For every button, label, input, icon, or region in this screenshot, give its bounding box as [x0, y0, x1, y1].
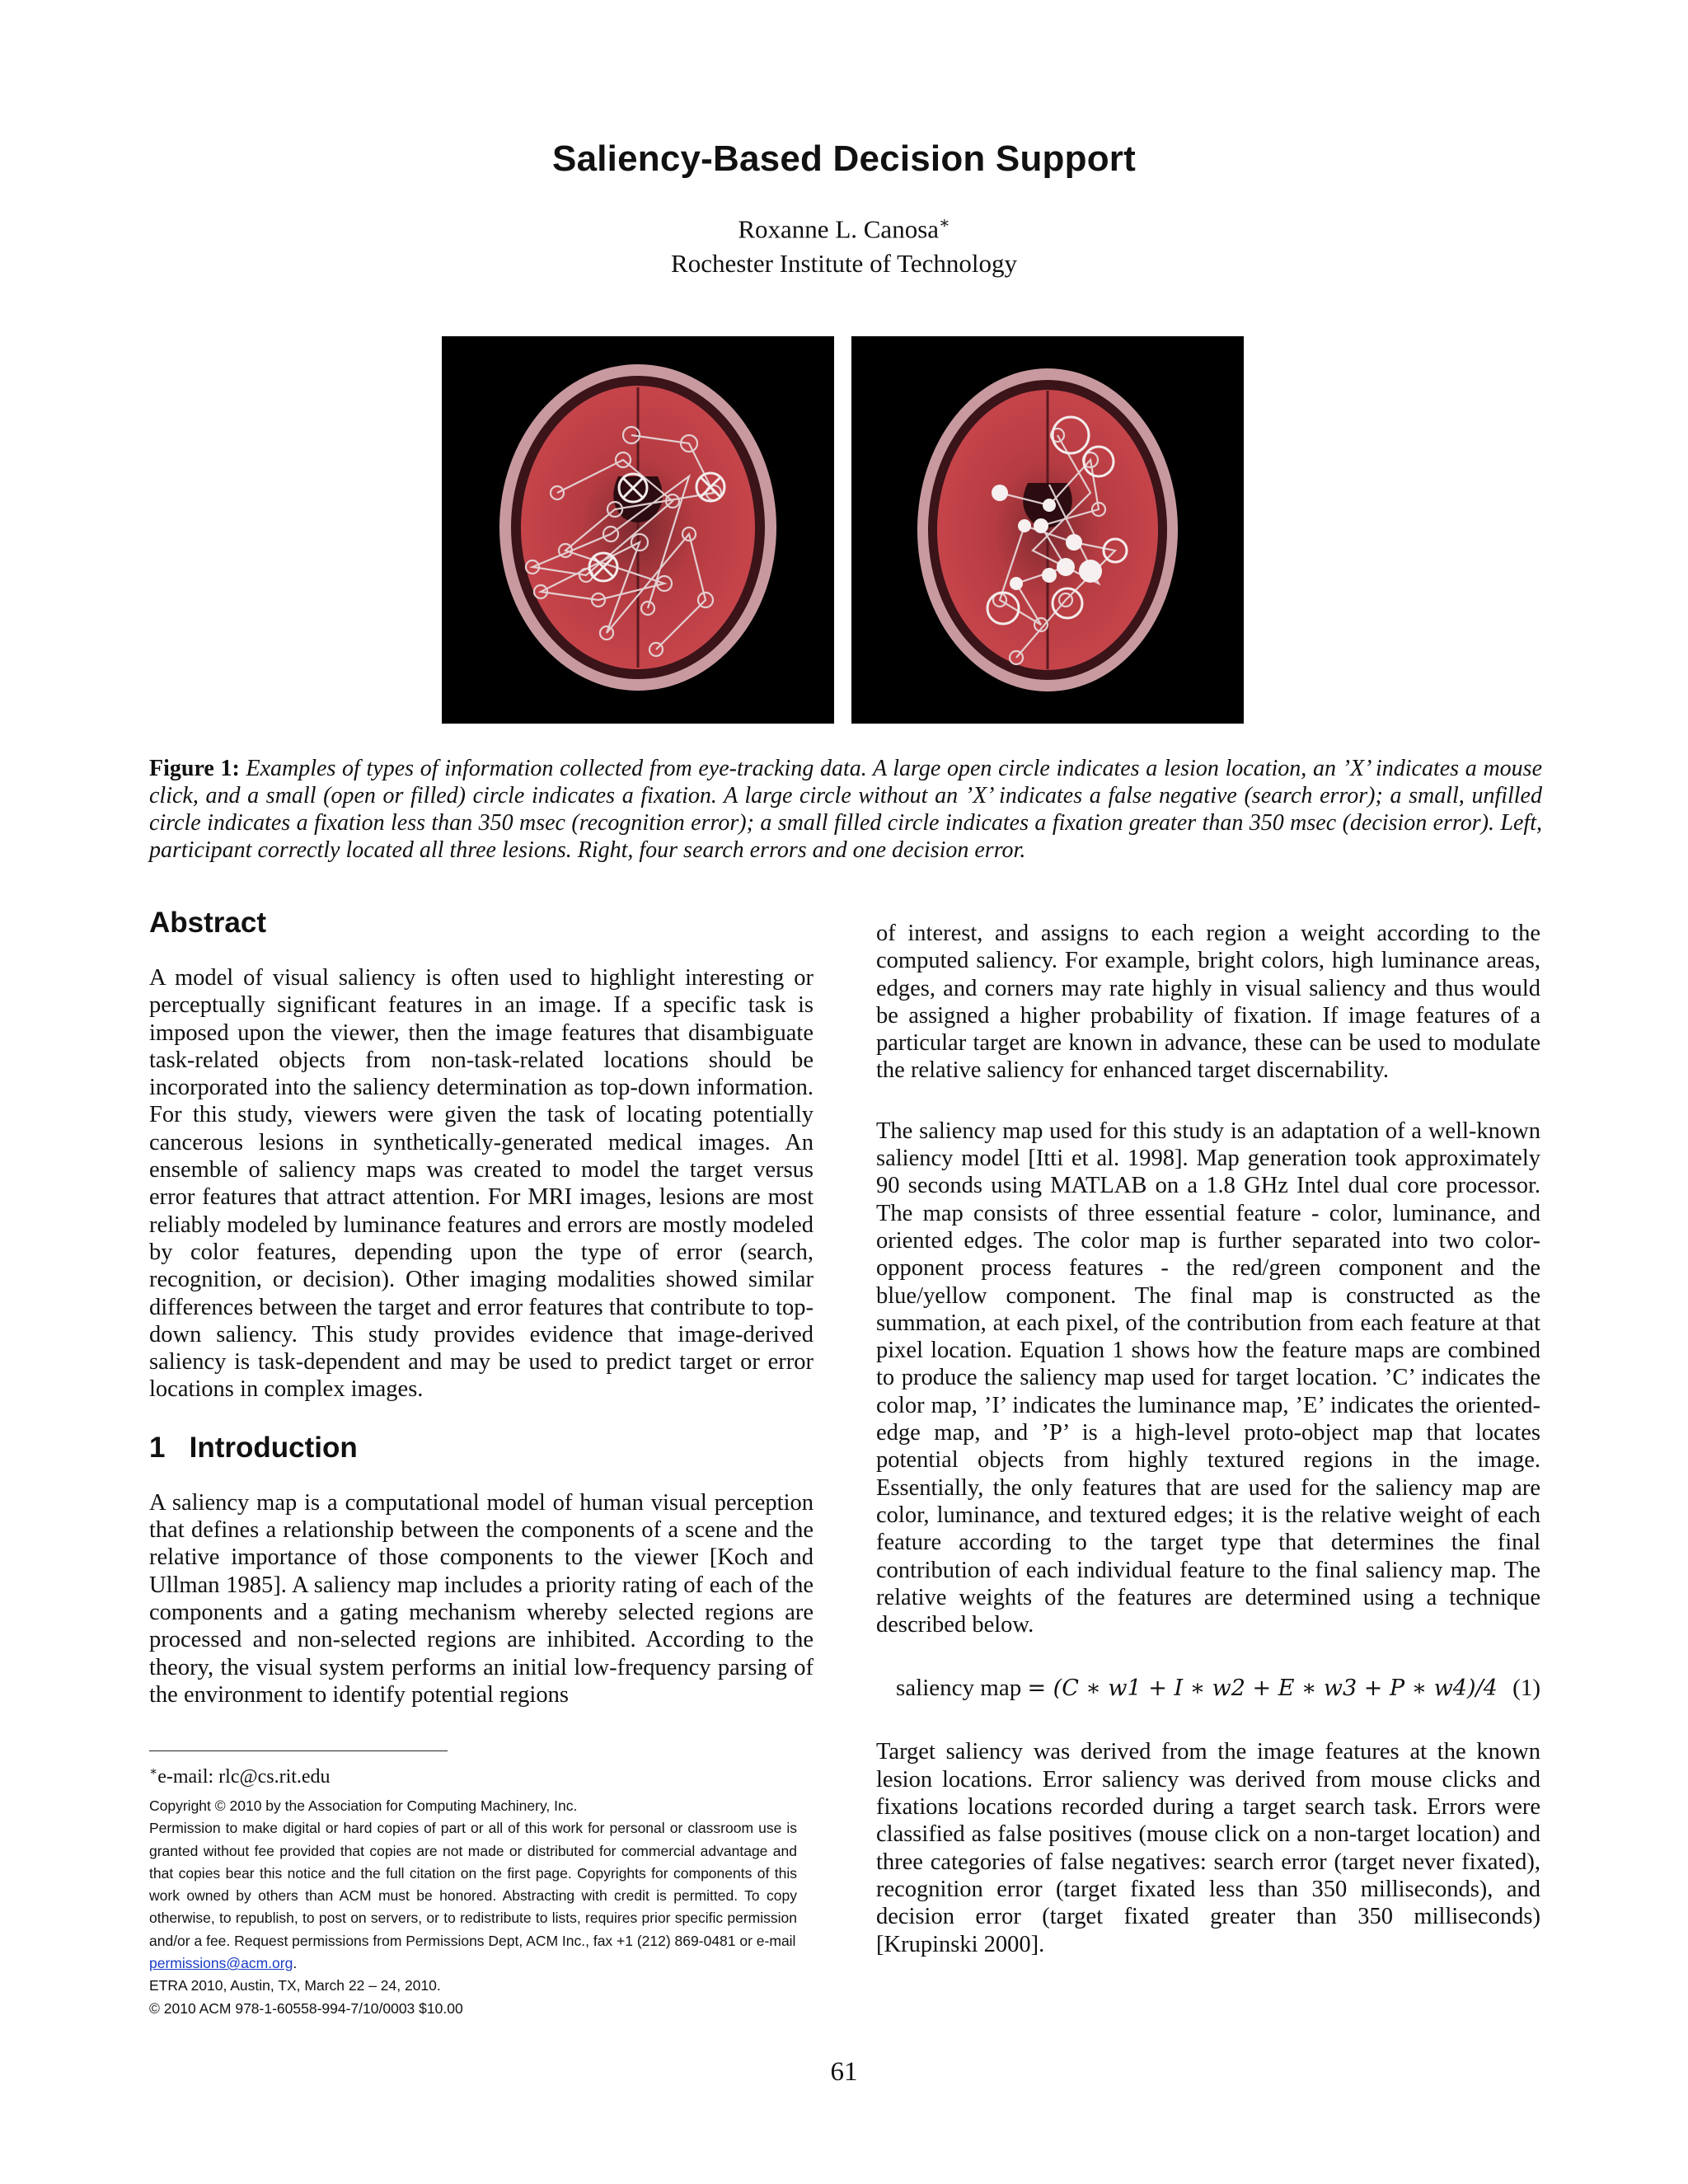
- abstract-text: A model of visual saliency is often used to highlight interesting or perceptually significant features in an image. If a specific task is imposed upon the viewer, then the image features that disambiguate task-related objects from non-task-related locations should be incorporated into the saliency determination as top-down information. For this study, viewers were given the task of locating potentially cancerous lesions in synthetically-generated medical images. An ensemble of saliency maps was created to model the target versus error features that attract attention. For MRI images, lesions are most reliably modeled by luminance features and errors are mostly modeled by color features, depending upon the type of error (search, recognition, or decision). Other imaging modalities showed similar differences between the target and error features that contribute to top-down saliency. This study provides evidence that image-derived saliency is task-dependent and may be used to predict target or error locations in complex images.: [149, 965, 814, 1403]
- right-paragraph-1: of interest, and assigns to each region a weight according to the computed saliency. For example, bright colors, high luminance areas, edges, and corners may rate highly in visual saliency and thus would be assigned a higher probability of fixation. If image features of a particular target are known in advance, these can be used to modulate the relative saliency for enhanced target discernability.: [876, 921, 1540, 1084]
- equation-label: saliency map: [896, 1675, 1022, 1702]
- author-footnote: [149, 1760, 331, 1789]
- paper-title: Saliency-Based Decision Support: [552, 138, 1136, 179]
- author-footnote-marker: ∗: [939, 214, 950, 232]
- page-number: 61: [830, 2057, 858, 2087]
- author-name: Roxanne L. Canosa∗: [738, 214, 950, 244]
- abstract-heading: Abstract: [149, 907, 266, 939]
- equation-number: (1): [1512, 1675, 1540, 1702]
- copyright-notice: [149, 1795, 797, 2020]
- right-paragraph-2: The saliency map used for this study is an adaptation of a well-known saliency model [Itti et al. 1998]. Map generation took approximately 90 seconds using MATLAB on a 1.8 GHz Intel dual core processor. The map consists of three essential feature - color, luminance, and oriented edges. The color map is further separated into two color-opponent process features - the red/green component and the blue/yellow component. The final map is constructed as the summation, at each pixel, of the contribution from each feature at that pixel location. Equation 1 shows how the feature maps are combined to produce the saliency map used for target location. ’C’ indicates the color map, ’I’ indicates the luminance map, ’E’ indicates the oriented-edge map, and ’P’ is a high-level proto-object map that locates potential objects from highly textured regions in the image. Essentially, the only features that are used for the saliency map are color, luminance, and textured edges; it is the relative weight of each feature according to the target type that determines the final contribution of each individual feature to the final saliency map. The relative weights of the features are determined using a technique described below.: [876, 1118, 1540, 1638]
- footnote-text: e-mail: rlc@cs.rit.edu: [157, 1766, 331, 1788]
- figure-caption-text: Examples of types of information collected from eye-tracking data. A large open circle indicates a lesion location, an ’X’ indicates a mouse click, and a small (open or filled) circle indicates a fixation. A large circle without an ’X’ indicates a false negative (search error); a small, unfilled circle indicates a fixation less than 350 msec (recognition error); a small filled circle indicates a fixation greater than 350 msec (decision error). Left, participant correctly located all three lesions. Right, four search errors and one decision error.: [149, 756, 1542, 863]
- isbn-line: © 2010 ACM 978-1-60558-994-7/10/0003 $10.00: [149, 1999, 463, 2017]
- equation-body: = (C ∗ w1 + I ∗ w2 + E ∗ w3 + P ∗ w4)/4: [1027, 1675, 1498, 1702]
- figure-1-caption: [149, 755, 1542, 864]
- footnote-marker: ∗: [149, 1765, 158, 1779]
- copyright-line: Copyright © 2010 by the Association for Computing Machinery, Inc.: [149, 1797, 578, 1814]
- brain-mri-left-drawing: [442, 336, 834, 724]
- introduction-heading: 1 Introduction: [149, 1431, 358, 1464]
- permissions-email-link[interactable]: permissions@acm.org: [149, 1955, 293, 1972]
- left-column: [149, 907, 814, 1733]
- right-paragraph-3: Target saliency was derived from the image features at the known lesion locations. Error saliency was derived from mouse clicks and fixations locations recorded during a target search task. Errors were classified as false positives (mouse click on a non-target location) and three categories of false negatives: search error (target never fixated), recognition error (target fixated less than 350 milliseconds), and decision error (target fixated greater than 350 milliseconds) [Krupinski 2000].: [876, 1739, 1540, 1957]
- conference-venue: ETRA 2010, Austin, TX, March 22 – 24, 2010.: [149, 1977, 441, 1994]
- equation-1: [896, 1671, 1540, 1705]
- introduction-text: A saliency map is a computational model of human visual perception that defines a relationship between the components of a scene and the relative importance of those components to the viewer [Koch and Ullman 1985]. A saliency map includes a priority rating of each of the components and a gating mechanism whereby selected regions are processed and non-selected regions are inhibited. According to the theory, the visual system performs an initial low-frequency parsing of the environment to identify potential regions: [149, 1489, 814, 1708]
- brain-mri-right-drawing: [851, 336, 1244, 724]
- footnote-rule: [149, 1750, 448, 1751]
- copyright-permission-text: Permission to make digital or hard copies of part or all of this work for personal or classroom use is granted without fee provided that copies are not made or distributed for commercial advantage and that copies bear this notice and the full citation on the first page. Copyrights for components of this work owned by others than ACM must be honored. Abstracting with credit is permitted. To copy otherwise, to republish, to post on servers, or to redistribute to lists, requires prior specific permission and/or a fee. Request permissions from Permissions Dept, ACM Inc., fax +1 (212) 869-0481 or e-mail permissions@acm.org.: [149, 1820, 797, 1972]
- right-column: [876, 920, 1540, 1983]
- figure-1: [442, 336, 1246, 724]
- brain-mri-left-image: [442, 336, 834, 724]
- author-affiliation: Rochester Institute of Technology: [671, 249, 1017, 279]
- figure-label: Figure 1:: [149, 756, 240, 781]
- author-block: [0, 206, 1688, 281]
- brain-mri-right-image: [851, 336, 1244, 724]
